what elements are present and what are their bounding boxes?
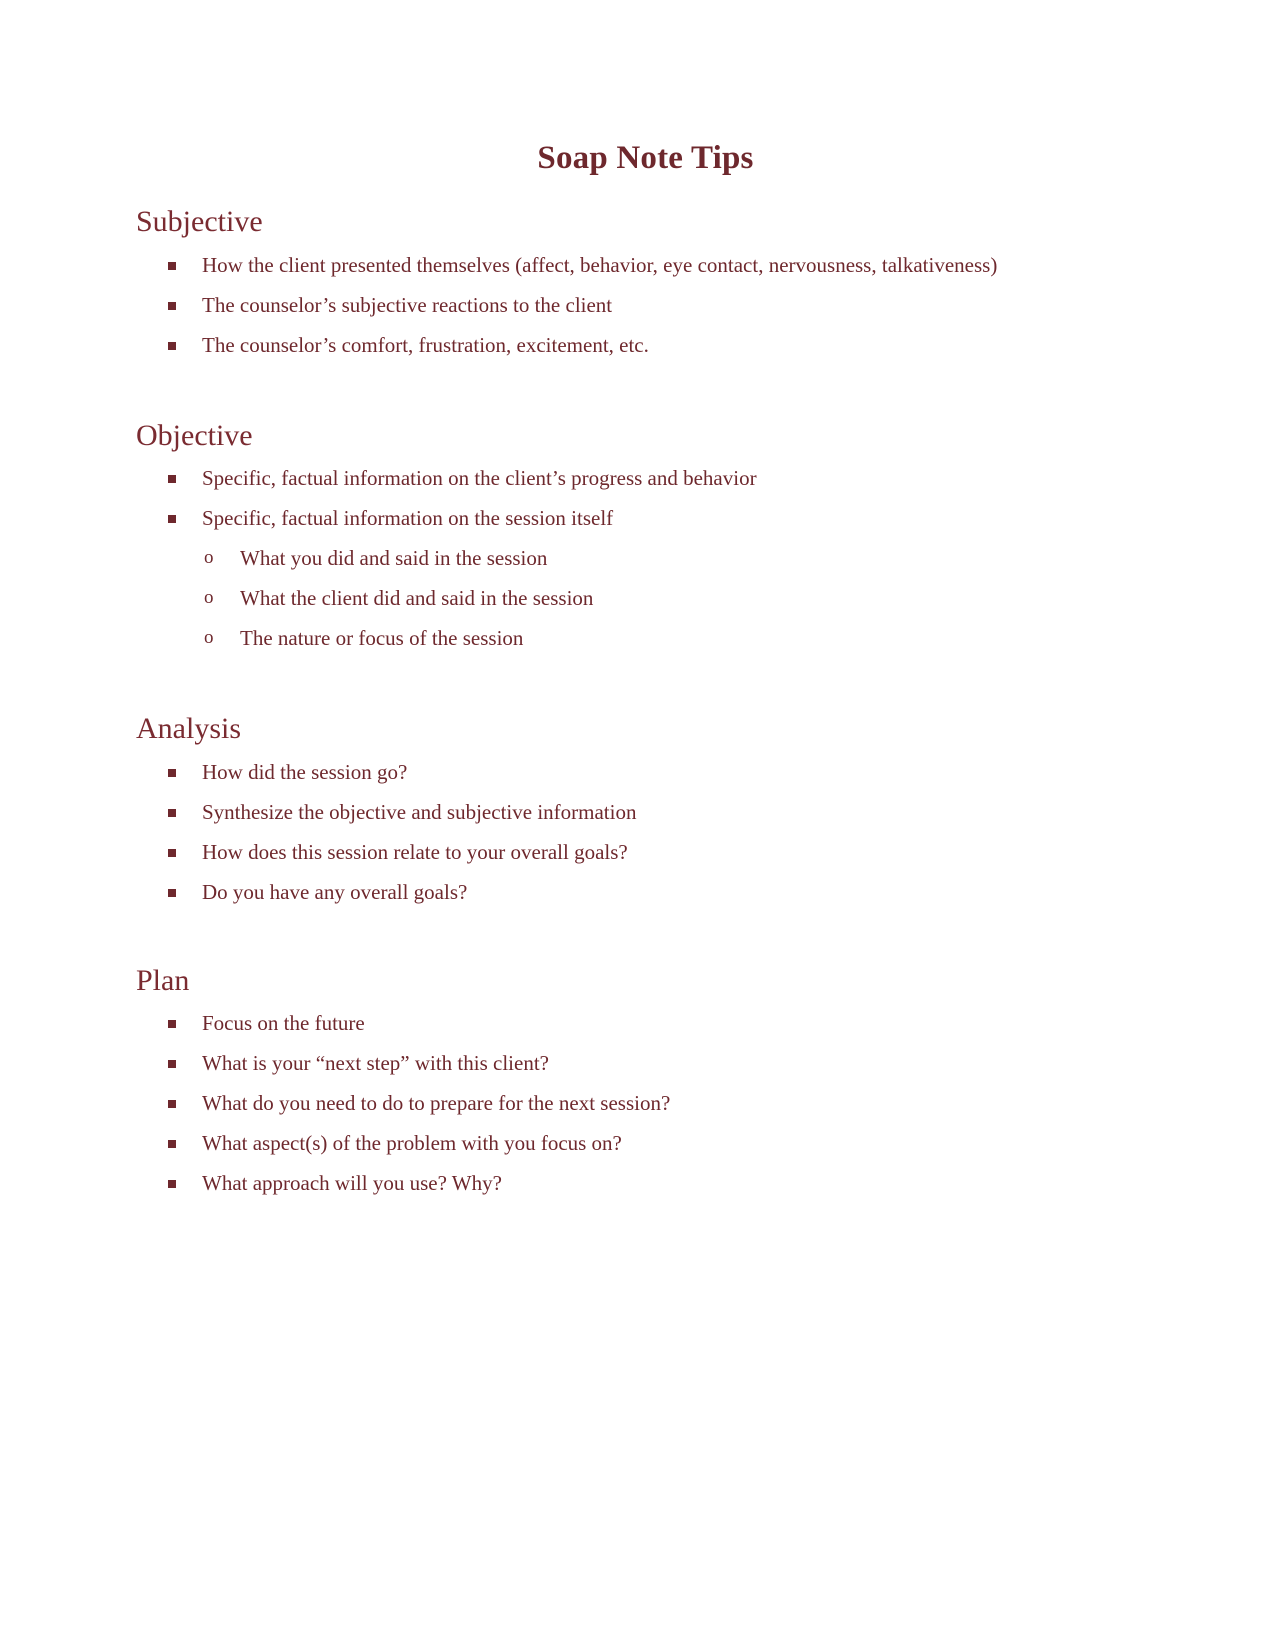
list-item: [136, 325, 1155, 365]
section-heading-objective: Objective: [136, 418, 253, 452]
square-bullet-icon: [168, 769, 176, 777]
list-item: [136, 752, 1155, 792]
section-analysis: [136, 710, 1155, 912]
list-item: [136, 245, 1155, 285]
square-bullet-icon: [168, 1140, 176, 1148]
sub-bullet-list-objective: [136, 538, 1155, 658]
square-bullet-icon: [168, 889, 176, 897]
square-bullet-icon: [168, 1020, 176, 1028]
list-item-label: What do you need to do to prepare for the next session?: [202, 1091, 671, 1115]
list-item-label: What approach will you use? Why?: [202, 1171, 502, 1195]
bullet-list-plan: [136, 1003, 1155, 1203]
sub-list-item-label: The nature or focus of the session: [240, 626, 524, 650]
square-bullet-icon: [168, 302, 176, 310]
list-item-label: How the client presented themselves (affect, behavior, eye contact, nervousness, talkativeness): [202, 252, 998, 277]
sub-list-item-label: What you did and said in the session: [240, 546, 548, 570]
section-heading-plan: Plan: [136, 963, 190, 997]
square-bullet-icon: [168, 809, 176, 817]
square-bullet-icon: [168, 849, 176, 857]
square-bullet-icon: [168, 1060, 176, 1068]
sub-list-item: [136, 538, 1155, 578]
list-item-label: Synthesize the objective and subjective information: [202, 799, 637, 824]
bullet-list-objective: [136, 458, 1155, 538]
square-bullet-icon: [168, 1180, 176, 1188]
page-title: Soap Note Tips: [537, 140, 754, 176]
circle-bullet-icon: o: [204, 547, 214, 568]
list-item: [136, 1043, 1155, 1083]
list-item-label: Specific, factual information on the session itself: [202, 506, 614, 530]
list-item: [136, 1123, 1155, 1163]
section-heading-analysis: Analysis: [136, 712, 241, 745]
sub-list-item-label: What the client did and said in the session: [240, 586, 594, 610]
section-objective: [136, 417, 1155, 659]
square-bullet-icon: [168, 475, 176, 483]
section-heading-subjective: Subjective: [136, 205, 263, 238]
list-item: [136, 792, 1155, 832]
list-item: [136, 1083, 1155, 1123]
list-item: [136, 1163, 1155, 1203]
section-plan: [136, 962, 1155, 1204]
circle-bullet-icon: o: [204, 627, 214, 648]
list-item: [136, 872, 1155, 912]
square-bullet-icon: [168, 1100, 176, 1108]
square-bullet-icon: [168, 342, 176, 350]
list-item-label: How does this session relate to your overall goals?: [202, 839, 628, 864]
list-item-label: The counselor’s subjective reactions to the client: [202, 292, 613, 317]
list-item-label: Do you have any overall goals?: [202, 879, 468, 904]
section-subjective: [136, 203, 1155, 365]
bullet-list-analysis: [136, 752, 1155, 912]
list-item-label: The counselor’s comfort, frustration, excitement, etc.: [202, 332, 649, 357]
list-item: [136, 458, 1155, 498]
square-bullet-icon: [168, 262, 176, 270]
bullet-list-subjective: [136, 245, 1155, 365]
sub-list-item: [136, 578, 1155, 618]
list-item-label: How did the session go?: [202, 759, 408, 784]
list-item: [136, 832, 1155, 872]
list-item-label: Focus on the future: [202, 1011, 365, 1035]
list-item: [136, 285, 1155, 325]
list-item-label: What aspect(s) of the problem with you focus on?: [202, 1131, 622, 1155]
circle-bullet-icon: o: [204, 587, 214, 608]
square-bullet-icon: [168, 515, 176, 523]
list-item-label: Specific, factual information on the client’s progress and behavior: [202, 466, 757, 490]
sub-list-item: [136, 618, 1155, 658]
list-item: [136, 498, 1155, 538]
list-item-label: What is your “next step” with this client?: [202, 1051, 549, 1075]
list-item: [136, 1003, 1155, 1043]
